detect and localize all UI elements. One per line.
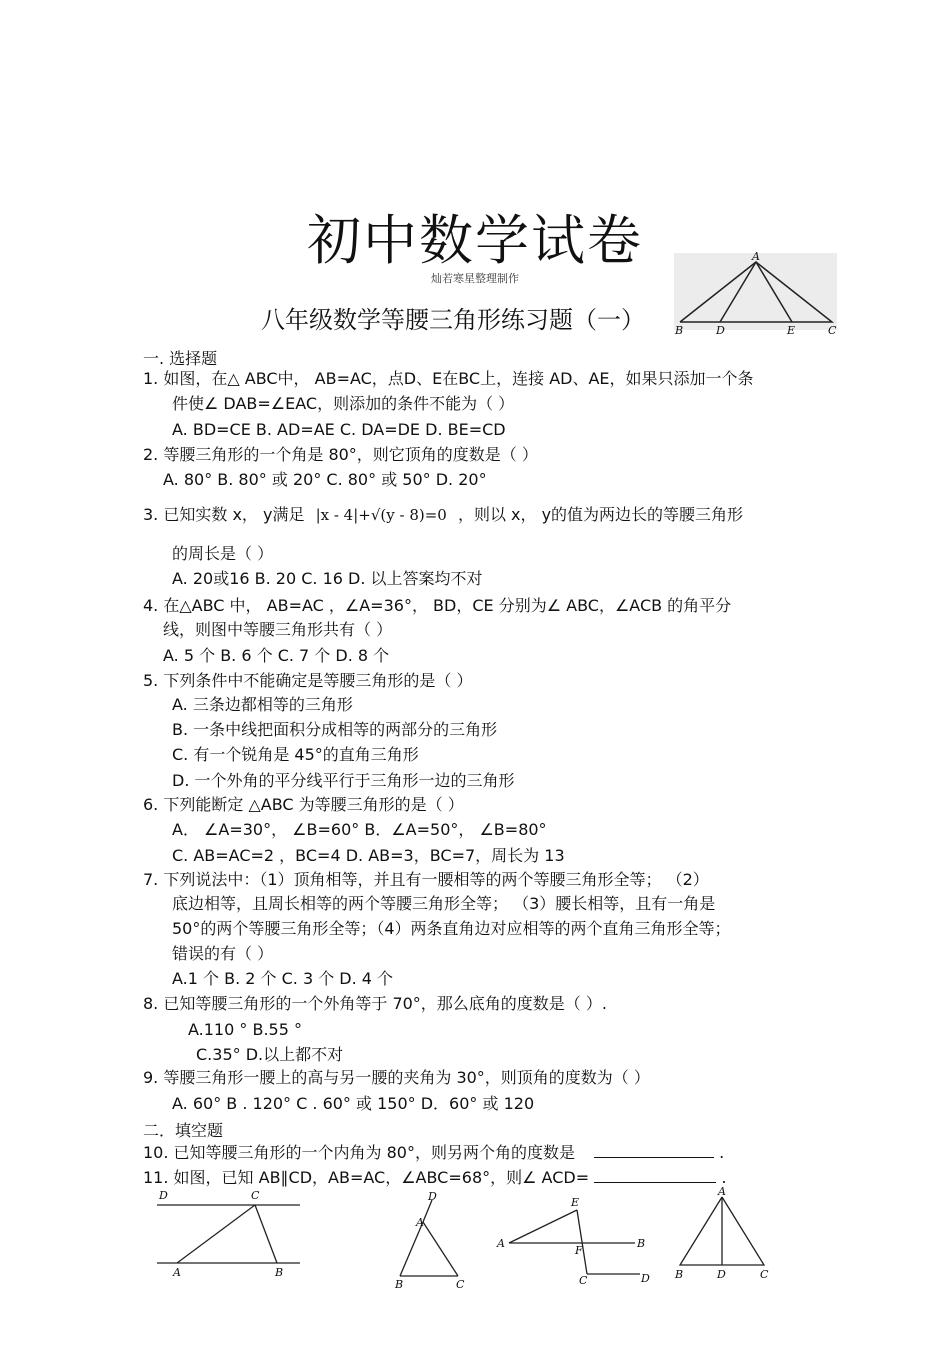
question-11-text: 11. 如图，已知 AB∥CD，AB=AC，∠ABC=68°，则∠ ACD= xyxy=(143,1168,590,1187)
question-11-answer-blank[interactable] xyxy=(594,1168,716,1183)
question-5-option-b: B. 一条中线把面积分成相等的两部分的三角形 xyxy=(172,720,498,739)
fig4-label-d: D xyxy=(641,1272,650,1285)
question-6-line-1: 6. 下列能断定 △ABC 为等腰三角形的是（ ） xyxy=(143,795,464,814)
figure-exterior-angle-triangle xyxy=(390,1190,470,1290)
fig1-label-d: D xyxy=(716,324,725,337)
question-5-option-a: A. 三条边都相等的三角形 xyxy=(172,695,353,714)
fig3-label-c: C xyxy=(456,1278,465,1290)
fig1-label-b: B xyxy=(675,324,684,337)
section-choice-heading: 一. 选择题 xyxy=(143,349,218,368)
fig4-label-c: C xyxy=(579,1274,588,1287)
question-1-line-2: 件使∠ DAB=∠EAC，则添加的条件不能为（ ） xyxy=(172,394,515,413)
question-3-formula: |x - 4|+√(y - 8)=0 xyxy=(315,506,447,524)
fig2-label-b: B xyxy=(275,1266,284,1279)
question-7-line-2: 底边相等，且周长相等的两个等腰三角形全等； （3）腰长相等，且有一角是 xyxy=(172,894,716,913)
question-4-line-1: 4. 在△ABC 中， AB=AC ，∠A=36°， BD，CE 分别为∠ ABC，∠ACB 的角平分 xyxy=(143,596,732,615)
question-11: 11. 如图，已知 AB∥CD，AB=AC，∠ABC=68°，则∠ ACD= . xyxy=(143,1168,727,1187)
question-6-options-ab: A． ∠A=30°， ∠B=60° B．∠A=50°， ∠B=80° xyxy=(172,820,547,839)
question-10-text: 10. 已知等腰三角形的一个内角为 80°，则另两个角的度数是 xyxy=(143,1143,575,1162)
question-10: 10. 已知等腰三角形的一个内角为 80°，则另两个角的度数是 . xyxy=(143,1143,725,1162)
fig4-label-f: F xyxy=(575,1244,583,1257)
fig3-label-a: A xyxy=(416,1216,424,1229)
question-3-suffix: ，则以 x， y的值为两边长的等腰三角形 xyxy=(457,505,744,524)
page-title: 初中数学试卷 xyxy=(307,209,643,272)
fig1-label-a: A xyxy=(752,250,760,263)
question-2-options: A. 80° B. 80° 或 20° C. 80° 或 50° D. 20° xyxy=(163,470,487,489)
fig5-label-c: C xyxy=(760,1268,769,1281)
figure-isosceles-triangle-q1 xyxy=(674,250,839,340)
figure-isosceles-median xyxy=(672,1185,772,1285)
question-8-options-ab: A.110 ° B.55 ° xyxy=(188,1020,302,1039)
question-8-line-1: 8. 已知等腰三角形的一个外角等于 70°，那么底角的度数是（ ）. xyxy=(143,994,607,1013)
fig3-label-b: B xyxy=(395,1278,404,1290)
question-3-options: A. 20或16 B. 20 C. 16 D. 以上答案均不对 xyxy=(172,569,483,588)
question-10-answer-blank[interactable] xyxy=(594,1143,714,1158)
question-9-options: A. 60° B . 120° C . 60° 或 150° D．60° 或 120 xyxy=(172,1094,535,1113)
fig5-label-b: B xyxy=(675,1268,684,1281)
fig5-label-d: D xyxy=(717,1268,726,1281)
question-4-options: A. 5 个 B. 6 个 C. 7 个 D. 8 个 xyxy=(163,646,390,665)
fig4-label-e: E xyxy=(571,1196,580,1209)
figure-parallel-lines-q11 xyxy=(155,1185,303,1280)
question-5-option-d: D. 一个外角的平分线平行于三角形一边的三角形 xyxy=(172,771,515,790)
question-9-line-1: 9. 等腰三角形一腰上的高与另一腰的夹角为 30°，则顶角的度数为（ ） xyxy=(143,1068,650,1087)
question-6-options-cd: C. AB=AC=2 ，BC=4 D. AB=3，BC=7，周长为 13 xyxy=(172,846,565,865)
question-7-line-3: 50°的两个等腰三角形全等；（4）两条直角边对应相等的两个直角三角形全等； xyxy=(172,919,731,938)
question-3-prefix: 3. 已知实数 x， y满足 xyxy=(143,505,305,524)
question-7-options: A.1 个 B. 2 个 C. 3 个 D. 4 个 xyxy=(172,969,394,988)
figure-crossing-lines xyxy=(495,1192,655,1287)
fig2-label-a: A xyxy=(173,1266,181,1279)
question-1-options: A. BD=CE B. AD=AE C. DA=DE D. BE=CD xyxy=(172,420,506,439)
fig1-label-e: E xyxy=(787,324,796,337)
question-3-line-2: 的周长是（ ） xyxy=(172,544,274,563)
fig5-label-a: A xyxy=(718,1185,726,1198)
question-4-line-2: 线，则图中等腰三角形共有（ ） xyxy=(163,620,393,639)
fig3-label-d: D xyxy=(428,1190,437,1203)
fig2-label-c: C xyxy=(251,1189,260,1202)
question-3-line-1 xyxy=(143,505,743,525)
fig1-label-c: C xyxy=(828,324,837,337)
fig4-label-a: A xyxy=(497,1237,505,1250)
credit-line: 灿若寒星整理制作 xyxy=(431,272,519,285)
question-8-options-cd: C.35° D.以上都不对 xyxy=(196,1045,344,1064)
question-1-line-1: 1. 如图，在△ ABC中， AB=AC，点D、E在BC上，连接 AD、AE，如果只添加一个条 xyxy=(143,369,754,388)
fig4-label-b: B xyxy=(637,1237,646,1250)
question-2-line-1: 2. 等腰三角形的一个角是 80°，则它顶角的度数是（ ） xyxy=(143,445,538,464)
question-7-line-1: 7. 下列说法中：（1）顶角相等，并且有一腰相等的两个等腰三角形全等； （2） xyxy=(143,870,709,889)
worksheet-subtitle: 八年级数学等腰三角形练习题（一） xyxy=(261,306,645,334)
question-5-option-c: C. 有一个锐角是 45°的直角三角形 xyxy=(172,745,419,764)
question-7-line-4: 错误的有（ ） xyxy=(172,944,274,963)
fig2-label-d: D xyxy=(159,1189,168,1202)
question-5-line-1: 5. 下列条件中不能确定是等腰三角形的是（ ） xyxy=(143,671,473,690)
section-fill-heading: 二．填空题 xyxy=(143,1121,224,1140)
